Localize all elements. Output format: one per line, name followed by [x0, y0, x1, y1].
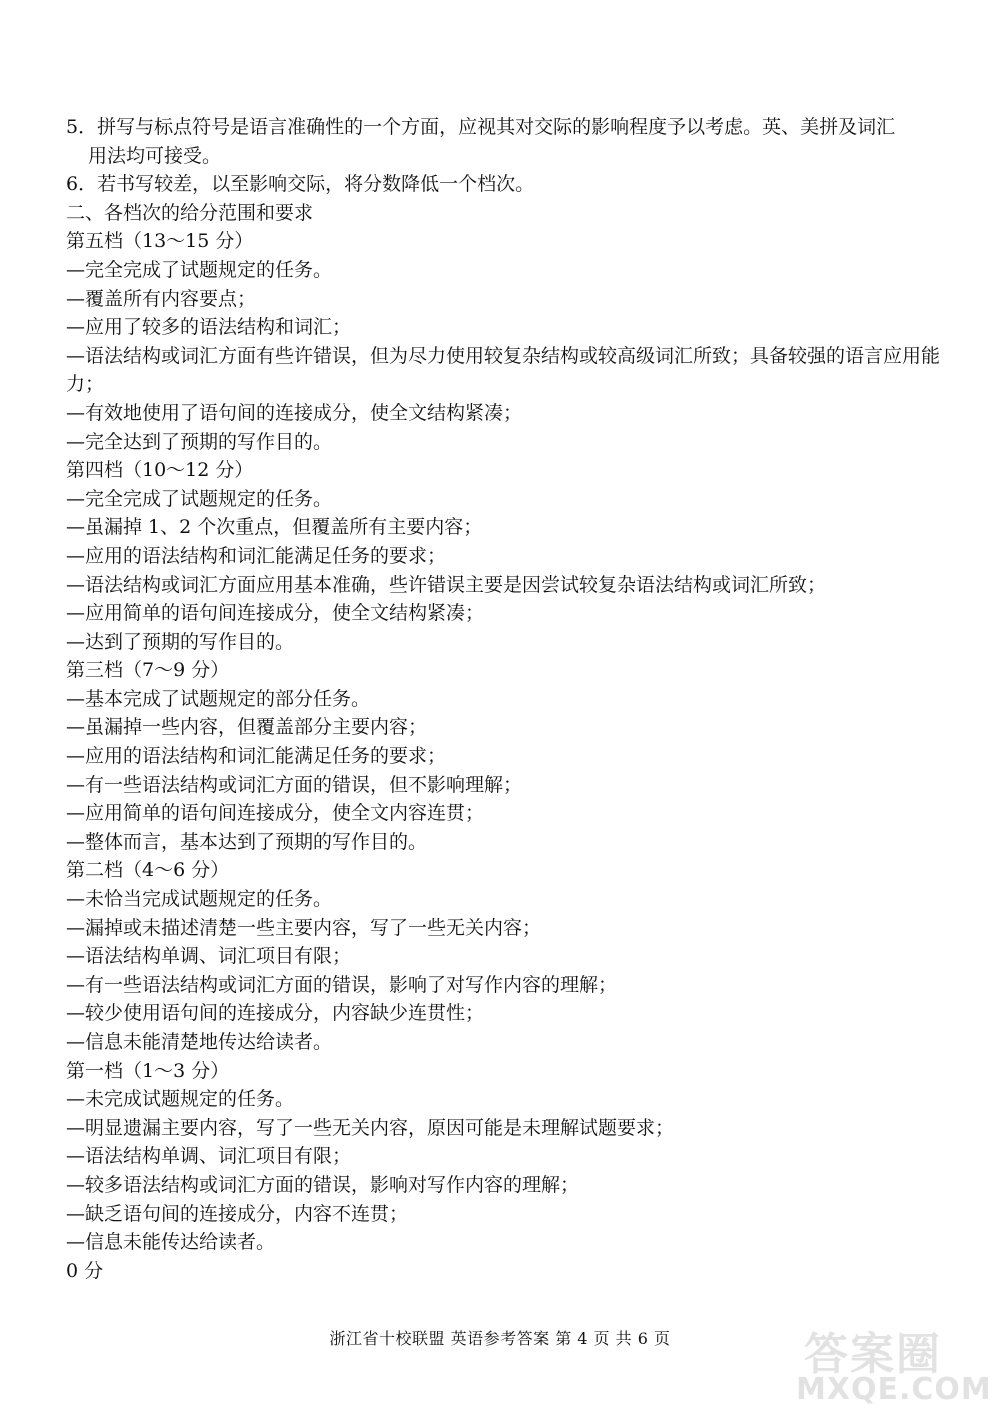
criteria-item: —有一些语法结构或词汇方面的错误，影响了对写作内容的理解；	[66, 973, 618, 996]
note-number: 6．	[66, 173, 98, 196]
criteria-item: —漏掉或未描述清楚一些主要内容，写了一些无关内容；	[66, 916, 542, 939]
note-item	[66, 170, 946, 199]
criteria-item: —整体而言，基本达到了预期的写作目的。	[66, 830, 428, 853]
criteria-item: —语法结构或词汇方面有些许错误，但为尽力使用较复杂结构或较高级词汇所致；具备较强的语言应用能力；	[66, 344, 941, 396]
criteria-item: —覆盖所有内容要点；	[66, 287, 257, 310]
level-title: 第三档（7～9 分）	[66, 659, 230, 682]
criteria-item: —应用简单的语句间连接成分，使全文内容连贯；	[66, 802, 485, 825]
note-text: 拼写与标点符号是语言准确性的一个方面，应视其对交际的影响程度予以考虑。英、美拼及词汇	[97, 116, 896, 138]
level-title: 第二档（4～6 分）	[66, 859, 230, 882]
note-number: 5．	[66, 116, 98, 138]
criteria-item: —完全完成了试题规定的任务。	[66, 487, 333, 510]
criteria-item: —信息未能传达给读者。	[66, 1231, 276, 1254]
criteria-item: —未完成试题规定的任务。	[66, 1088, 295, 1111]
note-text: 若书写较差，以至影响交际，将分数降低一个档次。	[97, 173, 535, 196]
document-body	[66, 113, 946, 1285]
criteria-item: —信息未能清楚地传达给读者。	[66, 1031, 333, 1053]
criteria-item: —有效地使用了语句间的连接成分，使全文结构紧凑；	[66, 401, 523, 424]
criteria-item: —完全完成了试题规定的任务。	[66, 258, 333, 281]
criteria-item: —虽漏掉一些内容，但覆盖部分主要内容；	[66, 716, 428, 739]
criteria-item: —应用的语法结构和词汇能满足任务的要求；	[66, 544, 447, 567]
level-title: 第一档（1～3 分）	[66, 1059, 230, 1082]
watermark-bottom-text: MXQE.COM	[796, 1372, 992, 1407]
zero-score-level: 0 分	[66, 1259, 104, 1282]
note-item	[66, 113, 946, 142]
note-continuation: 用法均可接受。	[88, 144, 222, 167]
criteria-item: —缺乏语句间的连接成分，内容不连贯；	[66, 1202, 409, 1225]
watermark-top-text: 答案圈	[804, 1329, 942, 1380]
criteria-item: —基本完成了试题规定的部分任务。	[66, 687, 371, 710]
section-title: 二、各档次的给分范围和要求	[66, 201, 314, 224]
criteria-item: —较多语法结构或词汇方面的错误，影响对写作内容的理解；	[66, 1173, 580, 1196]
criteria-item: —虽漏掉 1、2 个次重点，但覆盖所有主要内容；	[66, 516, 483, 539]
criteria-item: —完全达到了预期的写作目的。	[66, 430, 333, 453]
level-title: 第五档（13～15 分）	[66, 230, 254, 253]
criteria-item: —较少使用语句间的连接成分，内容缺少连贯性；	[66, 1002, 485, 1025]
criteria-item: —明显遗漏主要内容，写了一些无关内容，原因可能是未理解试题要求；	[66, 1116, 675, 1139]
criteria-item: —语法结构或词汇方面应用基本准确，些许错误主要是因尝试较复杂语法结构或词汇所致；	[66, 573, 827, 596]
level-title: 第四档（10～12 分）	[66, 459, 254, 482]
criteria-item: —有一些语法结构或词汇方面的错误，但不影响理解；	[66, 773, 523, 796]
page-footer: 浙江省十校联盟 英语参考答案 第 4 页 共 6 页	[329, 1329, 671, 1348]
criteria-item: —达到了预期的写作目的。	[66, 630, 295, 653]
watermark-logo	[796, 1318, 992, 1410]
criteria-item: —应用简单的语句间连接成分，使全文结构紧凑；	[66, 602, 485, 625]
criteria-item: —语法结构单调、词汇项目有限；	[66, 945, 352, 968]
criteria-item: —未恰当完成试题规定的任务。	[66, 888, 333, 911]
criteria-item: —应用了较多的语法结构和词汇；	[66, 316, 352, 339]
criteria-item: —应用的语法结构和词汇能满足任务的要求；	[66, 745, 447, 768]
criteria-item: —语法结构单调、词汇项目有限；	[66, 1145, 352, 1168]
